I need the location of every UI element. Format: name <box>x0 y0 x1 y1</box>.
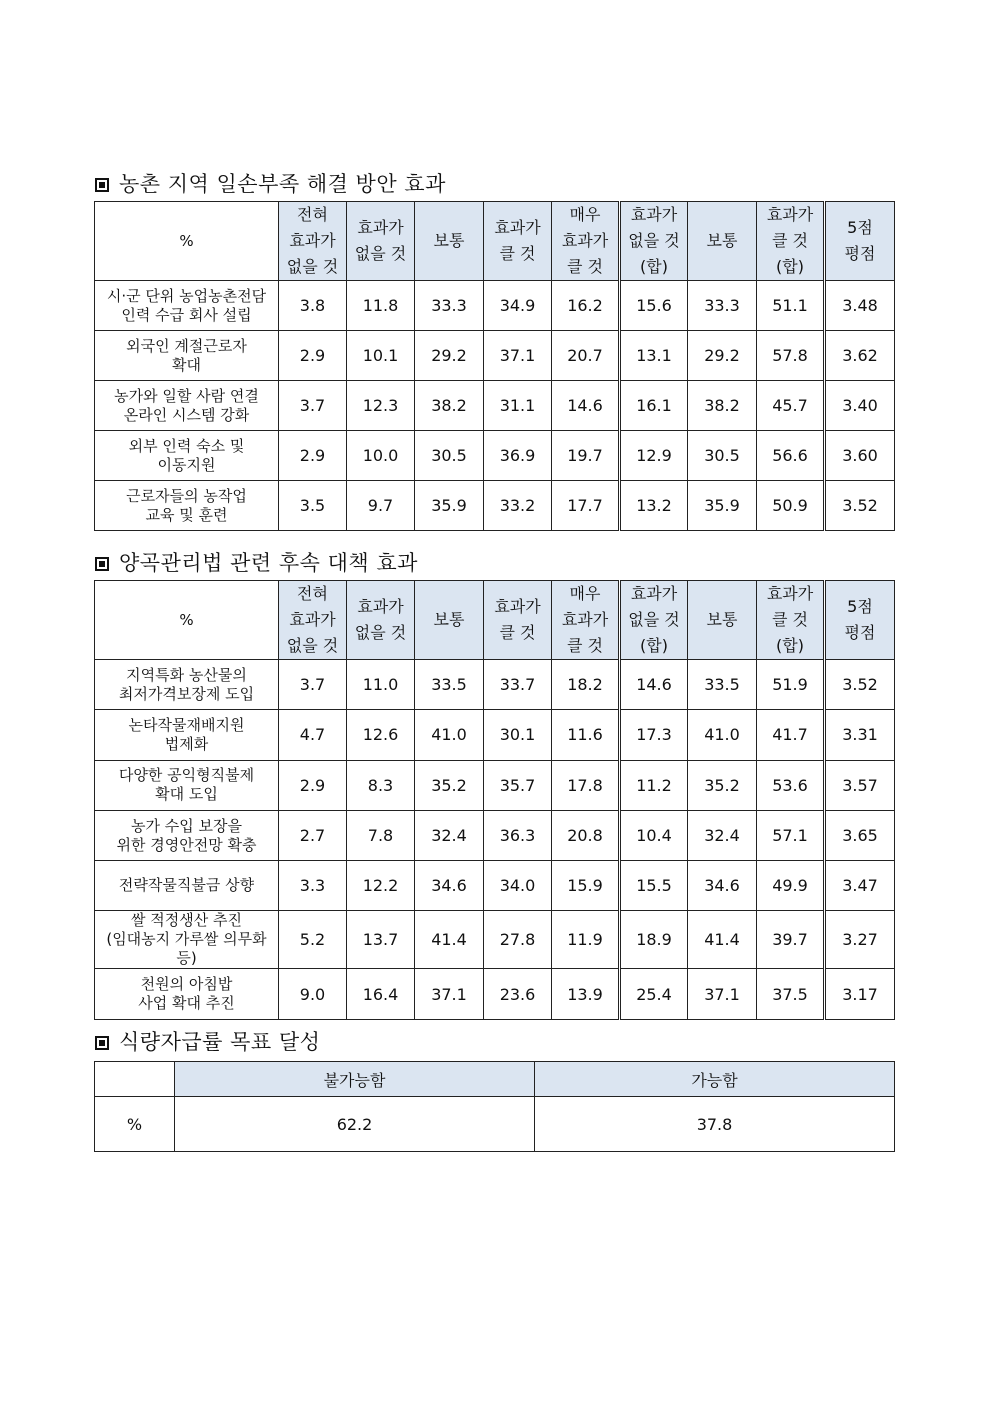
value-cell: 20.8 <box>552 810 620 860</box>
header-line: 보통 <box>706 231 738 250</box>
header-line: 효과가 <box>289 231 336 250</box>
value-cell: 2.9 <box>279 760 347 810</box>
value-cell: 10.4 <box>620 810 688 860</box>
value-cell: 37.1 <box>688 969 757 1019</box>
table-row <box>95 381 895 431</box>
header-line: 효과가 <box>357 597 404 616</box>
value-cell: 49.9 <box>757 861 825 911</box>
value-cell: 37.1 <box>484 331 552 381</box>
header-cell-impossible: 불가능함 <box>175 1062 535 1097</box>
value-cell: 12.6 <box>347 710 415 760</box>
table-row <box>95 331 895 381</box>
row-label-line: 확대 <box>172 355 201 374</box>
value-cell: 12.2 <box>347 861 415 911</box>
header-line: 클 것 <box>499 623 536 642</box>
table-row <box>95 710 895 760</box>
header-cell-possible: 가능함 <box>535 1062 895 1097</box>
header-cell <box>757 581 825 660</box>
value-cell: 30.5 <box>688 431 757 481</box>
value-cell: 3.60 <box>825 431 895 481</box>
value-cell: 23.6 <box>484 969 552 1019</box>
row-label-cell <box>95 810 279 860</box>
header-line: 보통 <box>433 610 465 629</box>
header-corner-cell <box>95 1062 175 1097</box>
header-cell <box>279 202 347 281</box>
header-line: 효과가 <box>766 205 814 224</box>
row-label-line: 최저가격보장제 도입 <box>118 684 255 703</box>
row-label-cell <box>95 431 279 481</box>
row-label-cell <box>95 281 279 331</box>
value-cell: 51.1 <box>757 281 825 331</box>
value-cell: 56.6 <box>757 431 825 481</box>
value-cell: 41.0 <box>415 710 484 760</box>
table-row <box>95 810 895 860</box>
farm-labor-shortage-table <box>94 201 895 531</box>
food-self-sufficiency-table <box>94 1061 895 1152</box>
header-cell <box>620 202 688 281</box>
value-cell: 33.5 <box>415 660 484 710</box>
value-cell: 13.1 <box>620 331 688 381</box>
value-cell: 36.9 <box>484 431 552 481</box>
value-cell: 33.5 <box>688 660 757 710</box>
row-label-cell <box>95 969 279 1019</box>
value-cell: 3.27 <box>825 911 895 969</box>
grain-management-act-table <box>94 580 895 1020</box>
value-cell: 4.7 <box>279 710 347 760</box>
value-cell: 11.0 <box>347 660 415 710</box>
table-row <box>95 1097 895 1152</box>
value-cell: 39.7 <box>757 911 825 969</box>
header-line: 효과가 <box>561 610 609 629</box>
table-row <box>95 969 895 1019</box>
value-cell: 3.8 <box>279 281 347 331</box>
value-cell: 27.8 <box>484 911 552 969</box>
row-label-line: 농가와 일할 사람 연결 <box>114 386 259 405</box>
header-line: 클 것 <box>499 244 536 263</box>
row-label-line: 근로자들의 농작업 <box>126 486 247 505</box>
value-cell: 19.7 <box>552 431 620 481</box>
row-label-line: 법제화 <box>164 734 209 753</box>
value-cell: 32.4 <box>415 810 484 860</box>
value-cell: 2.9 <box>279 331 347 381</box>
header-line: 전혀 <box>297 205 328 224</box>
value-cell: 32.4 <box>688 810 757 860</box>
header-cell <box>688 581 757 660</box>
value-cell: 18.2 <box>552 660 620 710</box>
value-cell: 3.62 <box>825 331 895 381</box>
row-label-line: 사업 확대 추진 <box>138 994 235 1013</box>
row-label-line: 농가 수입 보장을 <box>131 816 242 835</box>
row-label-cell <box>95 381 279 431</box>
table-row <box>95 760 895 810</box>
row-label-line: 교육 및 훈련 <box>145 505 228 524</box>
header-line: 매우 <box>569 584 601 603</box>
value-cell: 37.8 <box>535 1097 895 1152</box>
header-cell <box>757 202 825 281</box>
value-cell: 3.47 <box>825 861 895 911</box>
row-label-cell <box>95 481 279 531</box>
table-row <box>95 431 895 481</box>
row-label-cell <box>95 760 279 810</box>
row-label-cell <box>95 710 279 760</box>
header-line: 없을 것 <box>628 610 680 629</box>
header-cell <box>620 581 688 660</box>
value-cell: 38.2 <box>688 381 757 431</box>
value-cell: 16.1 <box>620 381 688 431</box>
value-cell: 50.9 <box>757 481 825 531</box>
value-cell: 29.2 <box>415 331 484 381</box>
value-cell: 3.17 <box>825 969 895 1019</box>
value-cell: 33.3 <box>415 281 484 331</box>
header-line: 클 것 <box>567 257 603 276</box>
value-cell: 35.9 <box>688 481 757 531</box>
header-corner-cell: % <box>95 202 279 281</box>
value-cell: 11.8 <box>347 281 415 331</box>
value-cell: 3.31 <box>825 710 895 760</box>
value-cell: 3.57 <box>825 760 895 810</box>
header-cell <box>552 581 620 660</box>
row-label-line: 지역특화 농산물의 <box>126 665 247 684</box>
header-line: 클 것 <box>567 636 603 655</box>
value-cell: 15.9 <box>552 861 620 911</box>
value-cell: 3.5 <box>279 481 347 531</box>
value-cell: 20.7 <box>552 331 620 381</box>
table-row <box>95 861 895 911</box>
value-cell: 35.2 <box>415 760 484 810</box>
section-1-title: 농촌 지역 일손부족 해결 방안 효과 <box>95 171 446 197</box>
header-cell <box>484 581 552 660</box>
table-header-row <box>95 581 895 660</box>
header-line: 없을 것 <box>286 257 339 276</box>
row-label-cell <box>95 861 279 911</box>
value-cell: 3.7 <box>279 660 347 710</box>
value-cell: 25.4 <box>620 969 688 1019</box>
header-cell <box>415 581 484 660</box>
header-line: 효과가 <box>494 218 541 237</box>
header-line: 5점 <box>847 218 873 237</box>
row-label-line: 쌀 적정생산 추진 <box>131 911 242 930</box>
value-cell: 15.6 <box>620 281 688 331</box>
value-cell: 5.2 <box>279 911 347 969</box>
row-label-line: 외부 인력 숙소 및 <box>128 436 245 455</box>
header-cell <box>552 202 620 281</box>
value-cell: 34.9 <box>484 281 552 331</box>
value-cell: 17.8 <box>552 760 620 810</box>
value-cell: 10.1 <box>347 331 415 381</box>
value-cell: 3.65 <box>825 810 895 860</box>
header-line: 효과가 <box>494 597 541 616</box>
section-2-title: 양곡관리법 관련 후속 대책 효과 <box>95 550 418 576</box>
value-cell: 36.3 <box>484 810 552 860</box>
row-label-line: 다양한 공익형직불제 <box>118 766 255 785</box>
value-cell: 57.8 <box>757 331 825 381</box>
header-line: 클 것 <box>772 231 808 250</box>
header-line: 효과가 <box>630 205 678 224</box>
header-line: 없을 것 <box>354 623 407 642</box>
header-cell <box>688 202 757 281</box>
value-cell: 18.9 <box>620 911 688 969</box>
value-cell: 35.7 <box>484 760 552 810</box>
value-cell: 31.1 <box>484 381 552 431</box>
value-cell: 3.48 <box>825 281 895 331</box>
row-label-cell <box>95 911 279 969</box>
value-cell: 34.0 <box>484 861 552 911</box>
row-label-line: 위한 경영안전망 확충 <box>116 835 257 854</box>
row-label-cell: % <box>95 1097 175 1152</box>
table-row <box>95 481 895 531</box>
value-cell: 57.1 <box>757 810 825 860</box>
value-cell: 8.3 <box>347 760 415 810</box>
value-cell: 14.6 <box>552 381 620 431</box>
value-cell: 53.6 <box>757 760 825 810</box>
header-line: (합) <box>640 636 668 655</box>
value-cell: 13.9 <box>552 969 620 1019</box>
header-line: 5점 <box>847 597 873 616</box>
value-cell: 34.6 <box>415 861 484 911</box>
header-line: 평점 <box>844 623 876 642</box>
value-cell: 41.4 <box>415 911 484 969</box>
header-line: 효과가 <box>766 584 814 603</box>
header-line: (합) <box>640 257 668 276</box>
header-cell <box>825 202 895 281</box>
value-cell: 3.7 <box>279 381 347 431</box>
value-cell: 37.5 <box>757 969 825 1019</box>
header-line: (합) <box>776 257 804 276</box>
header-line: 없을 것 <box>354 244 407 263</box>
value-cell: 33.3 <box>688 281 757 331</box>
value-cell: 12.9 <box>620 431 688 481</box>
row-label-line: 확대 도입 <box>155 785 218 804</box>
value-cell: 15.5 <box>620 861 688 911</box>
header-line: 평점 <box>844 244 876 263</box>
row-label-line: 시·군 단위 농업농촌전담 <box>106 286 267 305</box>
value-cell: 35.9 <box>415 481 484 531</box>
row-label-line: 논타작물재배지원 <box>128 715 245 734</box>
value-cell: 2.9 <box>279 431 347 481</box>
value-cell: 41.4 <box>688 911 757 969</box>
header-line: (합) <box>776 636 804 655</box>
row-label-line: 인력 수급 회사 설립 <box>121 305 252 324</box>
value-cell: 11.6 <box>552 710 620 760</box>
value-cell: 51.9 <box>757 660 825 710</box>
row-label-line: (임대농지 가루쌀 의무화 등) <box>106 930 267 968</box>
value-cell: 30.5 <box>415 431 484 481</box>
value-cell: 33.7 <box>484 660 552 710</box>
header-line: 효과가 <box>357 218 404 237</box>
row-label-line: 온라인 시스템 강화 <box>123 405 250 424</box>
value-cell: 16.4 <box>347 969 415 1019</box>
row-label-line: 전략작물직불금 상향 <box>118 876 255 895</box>
table-row <box>95 660 895 710</box>
header-line: 효과가 <box>289 610 336 629</box>
value-cell: 30.1 <box>484 710 552 760</box>
header-cell <box>347 581 415 660</box>
square-bullet-icon <box>95 557 109 571</box>
row-label-line: 외국인 계절근로자 <box>126 336 247 355</box>
value-cell: 33.2 <box>484 481 552 531</box>
header-cell <box>825 581 895 660</box>
header-line: 전혀 <box>297 584 328 603</box>
value-cell: 9.7 <box>347 481 415 531</box>
value-cell: 10.0 <box>347 431 415 481</box>
value-cell: 37.1 <box>415 969 484 1019</box>
header-corner-cell: % <box>95 581 279 660</box>
value-cell: 17.7 <box>552 481 620 531</box>
header-cell <box>484 202 552 281</box>
header-line: 효과가 <box>561 231 609 250</box>
square-bullet-icon <box>95 178 109 192</box>
value-cell: 41.0 <box>688 710 757 760</box>
value-cell: 13.2 <box>620 481 688 531</box>
value-cell: 45.7 <box>757 381 825 431</box>
header-cell <box>415 202 484 281</box>
value-cell: 7.8 <box>347 810 415 860</box>
header-line: 보통 <box>706 610 738 629</box>
row-label-cell <box>95 331 279 381</box>
section-3-title: 식량자급률 목표 달성 <box>95 1029 320 1055</box>
table-header-row <box>95 202 895 281</box>
value-cell: 17.3 <box>620 710 688 760</box>
row-label-line: 이동지원 <box>157 455 216 474</box>
table-row <box>95 281 895 331</box>
square-bullet-icon <box>95 1036 109 1050</box>
value-cell: 3.3 <box>279 861 347 911</box>
value-cell: 14.6 <box>620 660 688 710</box>
value-cell: 35.2 <box>688 760 757 810</box>
header-line: 없을 것 <box>628 231 680 250</box>
header-line: 없을 것 <box>286 636 339 655</box>
header-line: 보통 <box>433 231 465 250</box>
table-row <box>95 911 895 969</box>
header-cell <box>279 581 347 660</box>
value-cell: 3.52 <box>825 660 895 710</box>
value-cell: 3.52 <box>825 481 895 531</box>
value-cell: 12.3 <box>347 381 415 431</box>
value-cell: 38.2 <box>415 381 484 431</box>
header-line: 클 것 <box>772 610 808 629</box>
value-cell: 41.7 <box>757 710 825 760</box>
header-line: 효과가 <box>630 584 678 603</box>
row-label-line: 천원의 아침밥 <box>140 975 233 994</box>
value-cell: 13.7 <box>347 911 415 969</box>
value-cell: 9.0 <box>279 969 347 1019</box>
header-line: 매우 <box>569 205 601 224</box>
value-cell: 11.9 <box>552 911 620 969</box>
value-cell: 29.2 <box>688 331 757 381</box>
value-cell: 2.7 <box>279 810 347 860</box>
value-cell: 11.2 <box>620 760 688 810</box>
header-cell <box>347 202 415 281</box>
value-cell: 62.2 <box>175 1097 535 1152</box>
value-cell: 16.2 <box>552 281 620 331</box>
value-cell: 3.40 <box>825 381 895 431</box>
table-header-row <box>95 1062 895 1097</box>
row-label-cell <box>95 660 279 710</box>
value-cell: 34.6 <box>688 861 757 911</box>
